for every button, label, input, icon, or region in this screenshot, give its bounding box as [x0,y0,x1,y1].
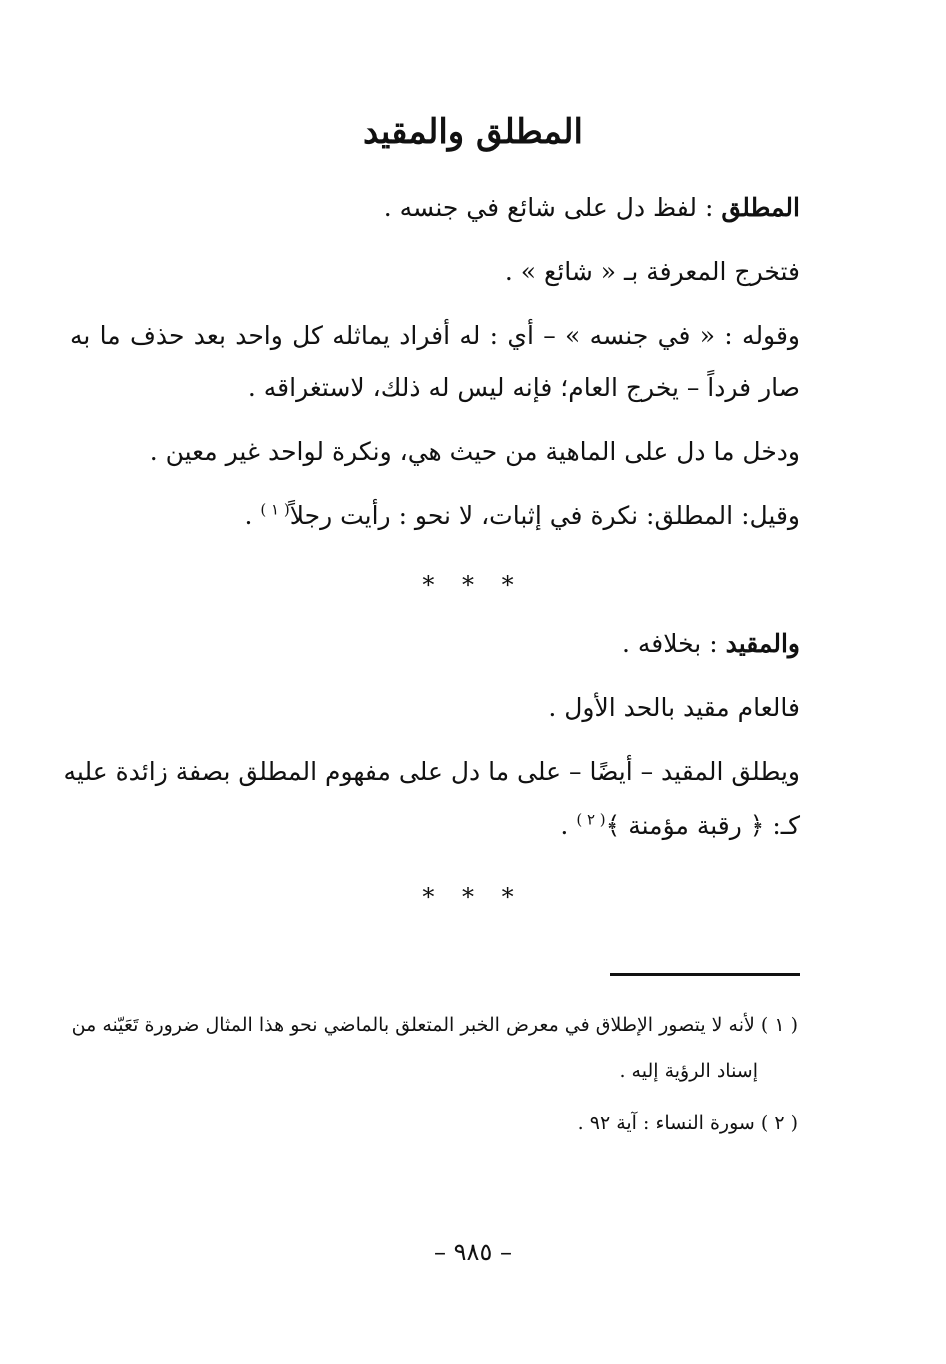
yutlaq-end: . [560,811,577,840]
quran-quote: كـ: ﴿ رقبة مؤمنة ﴾ [605,811,800,840]
qila-end: . [244,501,261,530]
paragraph-yutlaq-line-2 [70,806,800,846]
footnote-1-line-1: ( ١ ) لأنه لا يتصور الإطلاق في معرض الخبر المتعلق بالماضي نحو هذا المثال ضرورة تَعَيّنه من [71,1014,798,1036]
paragraph-fi-jinsihi-line-1: وقوله : « في جنسه » – أي : له أفراد يماثله كل واحد بعد حذف ما به [70,321,800,350]
muqayyad-text: : بخلافه . [622,629,718,658]
paragraph-qila [70,496,800,536]
term-muqayyad: والمقيد [725,629,800,658]
footnote-ref-1: ( ١ ) [260,500,290,519]
footnote-1-line-2: إسناد الرؤية إليه . [619,1060,758,1082]
paragraph-yutlaq-line-1: ويطلق المقيد – أيضًا – على ما دل على مفهوم المطلق بصفة زائدة عليه [63,757,800,786]
term-mutlaq: المطلق [721,193,800,222]
page-title: المطلق والمقيد [363,112,583,152]
paragraph-aam-muqayyad: فالعام مقيد بالحد الأول . [548,693,800,722]
paragraph-muqayyad-definition [70,624,800,664]
definition-text: : لفظ دل على شائع في جنسه . [383,193,714,222]
footnote-ref-2: ( ٢ ) [576,810,606,829]
section-divider-stars: * * * [422,571,524,599]
footnote-2: ( ٢ ) سورة النساء : آية ٩٢ . [577,1112,798,1134]
paragraph-mutlaq-definition [70,188,800,228]
paragraph-shaia-exclusion: فتخرج المعرفة بـ « شائع » . [504,257,800,286]
page-number: – ٩٨٥ – [434,1238,512,1266]
paragraph-fi-jinsihi-line-2: صار فرداً – يخرج العام؛ فإنه ليس له ذلك، لاستغراقه . [247,373,800,402]
paragraph-mahiya: ودخل ما دل على الماهية من حيث هي، ونكرة لواحد غير معين . [149,437,800,466]
qila-text: وقيل: المطلق: نكرة في إثبات، لا نحو : رأيت رجلاً [289,501,800,530]
footnote-separator [610,973,800,976]
section-divider-stars: * * * [422,883,524,911]
